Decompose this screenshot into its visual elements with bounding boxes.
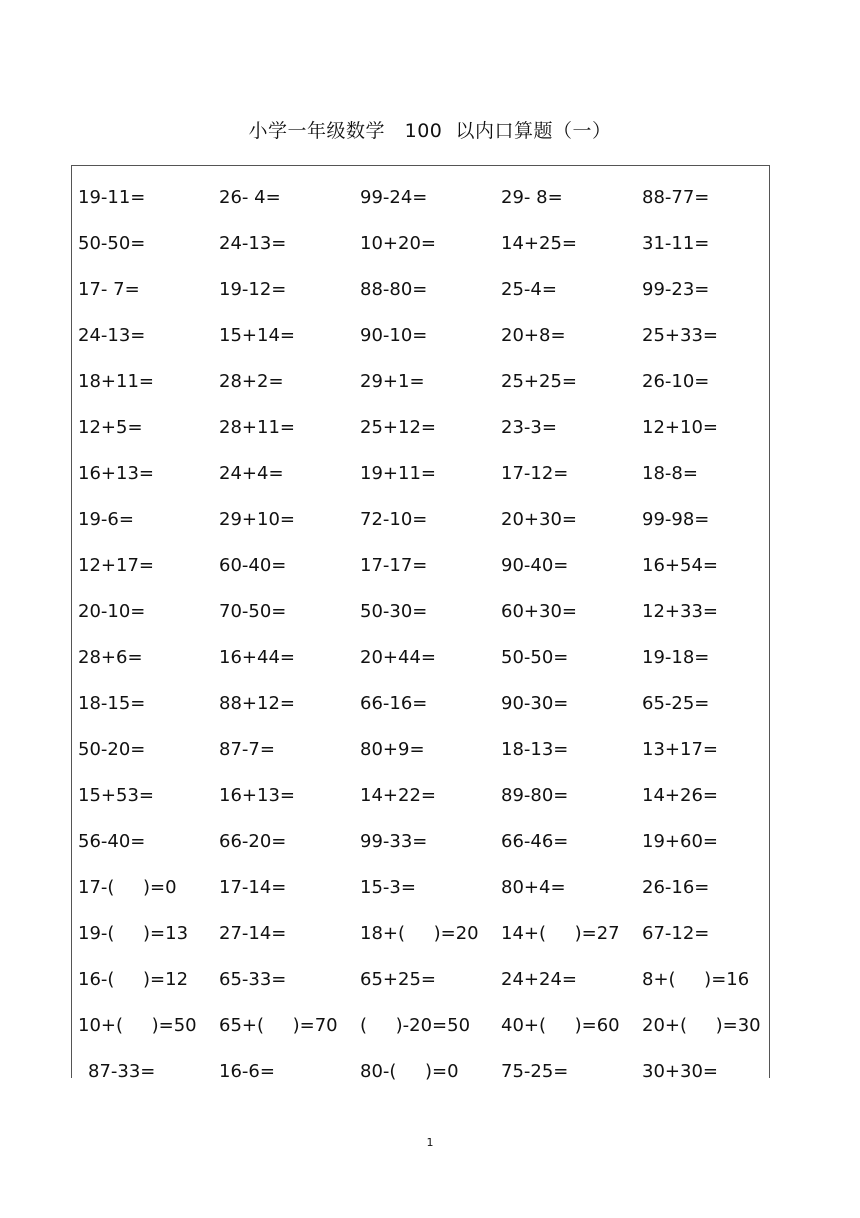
- problem-cell: 18-13=: [501, 738, 569, 760]
- problem-cell: 23-3=: [501, 416, 557, 438]
- problem-cell: 56-40=: [78, 830, 146, 852]
- problem-grid: [78, 174, 768, 1094]
- problem-cell: 19-12=: [219, 278, 287, 300]
- problem-cell: 17-17=: [360, 554, 428, 576]
- problem-cell: 12+33=: [642, 600, 718, 622]
- problem-cell: 29+1=: [360, 370, 425, 392]
- problem-cell: ( )-20=50: [360, 1014, 471, 1036]
- problem-row: [78, 680, 768, 726]
- problem-cell: 25-4=: [501, 278, 557, 300]
- problem-cell: 65-25=: [642, 692, 710, 714]
- problem-cell: 19-( )=13: [78, 922, 189, 944]
- problem-cell: 16+13=: [219, 784, 295, 806]
- problem-cell: 14+( )=27: [501, 922, 620, 944]
- problem-cell: 14+25=: [501, 232, 577, 254]
- problem-cell: 12+10=: [642, 416, 718, 438]
- problem-cell: 25+33=: [642, 324, 718, 346]
- problem-cell: 25+12=: [360, 416, 436, 438]
- problem-cell: 19-6=: [78, 508, 134, 530]
- problem-cell: 26-10=: [642, 370, 710, 392]
- problem-cell: 99-23=: [642, 278, 710, 300]
- problem-cell: 28+11=: [219, 416, 295, 438]
- problem-row: [78, 220, 768, 266]
- problem-cell: 40+( )=60: [501, 1014, 620, 1036]
- problem-row: [78, 450, 768, 496]
- problem-cell: 12+17=: [78, 554, 154, 576]
- problem-row: [78, 726, 768, 772]
- problem-cell: 60+30=: [501, 600, 577, 622]
- problem-cell: 20+( )=30: [642, 1014, 761, 1036]
- problem-cell: 88+12=: [219, 692, 295, 714]
- problem-cell: 89-80=: [501, 784, 569, 806]
- problem-cell: 10+20=: [360, 232, 436, 254]
- problem-row: [78, 634, 768, 680]
- problem-cell: 99-24=: [360, 186, 428, 208]
- problem-cell: 50-20=: [78, 738, 146, 760]
- problem-cell: 30+30=: [642, 1060, 718, 1082]
- problem-cell: 24-13=: [219, 232, 287, 254]
- problem-cell: 65-33=: [219, 968, 287, 990]
- problem-cell: 90-40=: [501, 554, 569, 576]
- problem-cell: 60-40=: [219, 554, 287, 576]
- problem-cell: 20+44=: [360, 646, 436, 668]
- problem-row: [78, 1048, 768, 1094]
- problem-row: [78, 864, 768, 910]
- problem-row: [78, 174, 768, 220]
- problem-cell: 28+6=: [78, 646, 143, 668]
- problem-cell: 88-77=: [642, 186, 710, 208]
- problem-cell: 17- 7=: [78, 278, 140, 300]
- problem-cell: 72-10=: [360, 508, 428, 530]
- problem-cell: 14+22=: [360, 784, 436, 806]
- problem-cell: 14+26=: [642, 784, 718, 806]
- problem-row: [78, 956, 768, 1002]
- problem-cell: 18-15=: [78, 692, 146, 714]
- problem-row: [78, 772, 768, 818]
- problem-cell: 66-16=: [360, 692, 428, 714]
- problem-row: [78, 542, 768, 588]
- problem-cell: 26- 4=: [219, 186, 281, 208]
- problem-cell: 88-80=: [360, 278, 428, 300]
- problem-cell: 27-14=: [219, 922, 287, 944]
- problem-cell: 19-11=: [78, 186, 146, 208]
- problem-cell: 18+( )=20: [360, 922, 479, 944]
- problem-row: [78, 266, 768, 312]
- problem-cell: 10+( )=50: [78, 1014, 197, 1036]
- problem-row: [78, 496, 768, 542]
- problem-cell: 65+( )=70: [219, 1014, 338, 1036]
- problem-cell: 17-( )=0: [78, 876, 177, 898]
- problem-row: [78, 818, 768, 864]
- problem-cell: 17-14=: [219, 876, 287, 898]
- problem-cell: 80+4=: [501, 876, 566, 898]
- problem-cell: 19+60=: [642, 830, 718, 852]
- problem-cell: 75-25=: [501, 1060, 569, 1082]
- problem-cell: 26-16=: [642, 876, 710, 898]
- problem-cell: 20+30=: [501, 508, 577, 530]
- problem-cell: 65+25=: [360, 968, 436, 990]
- problem-cell: 17-12=: [501, 462, 569, 484]
- problem-cell: 80-( )=0: [360, 1060, 459, 1082]
- problem-cell: 25+25=: [501, 370, 577, 392]
- problem-cell: 18+11=: [78, 370, 154, 392]
- problem-cell: 87-33=: [88, 1060, 156, 1082]
- problem-cell: 50-30=: [360, 600, 428, 622]
- problem-cell: 16+44=: [219, 646, 295, 668]
- problem-cell: 8+( )=16: [642, 968, 750, 990]
- problem-cell: 99-33=: [360, 830, 428, 852]
- problem-cell: 18-8=: [642, 462, 698, 484]
- problem-cell: 66-20=: [219, 830, 287, 852]
- problem-row: [78, 312, 768, 358]
- problem-cell: 24-13=: [78, 324, 146, 346]
- worksheet-box: [71, 165, 770, 1082]
- problem-cell: 16+54=: [642, 554, 718, 576]
- problem-cell: 66-46=: [501, 830, 569, 852]
- problem-cell: 31-11=: [642, 232, 710, 254]
- problem-cell: 20+8=: [501, 324, 566, 346]
- problem-cell: 67-12=: [642, 922, 710, 944]
- problem-cell: 20-10=: [78, 600, 146, 622]
- problem-cell: 15+53=: [78, 784, 154, 806]
- problem-cell: 15-3=: [360, 876, 416, 898]
- problem-cell: 13+17=: [642, 738, 718, 760]
- problem-cell: 50-50=: [78, 232, 146, 254]
- problem-cell: 99-98=: [642, 508, 710, 530]
- problem-cell: 28+2=: [219, 370, 284, 392]
- problem-row: [78, 404, 768, 450]
- problem-cell: 50-50=: [501, 646, 569, 668]
- problem-cell: 90-10=: [360, 324, 428, 346]
- problem-cell: 19+11=: [360, 462, 436, 484]
- problem-cell: 19-18=: [642, 646, 710, 668]
- problem-row: [78, 910, 768, 956]
- problem-row: [78, 588, 768, 634]
- problem-cell: 90-30=: [501, 692, 569, 714]
- problem-cell: 87-7=: [219, 738, 275, 760]
- problem-cell: 15+14=: [219, 324, 295, 346]
- problem-cell: 24+4=: [219, 462, 284, 484]
- problem-row: [78, 1002, 768, 1048]
- problem-cell: 70-50=: [219, 600, 287, 622]
- problem-cell: 29- 8=: [501, 186, 563, 208]
- problem-cell: 16-( )=12: [78, 968, 189, 990]
- problem-cell: 29+10=: [219, 508, 295, 530]
- problem-cell: 80+9=: [360, 738, 425, 760]
- problem-cell: 12+5=: [78, 416, 143, 438]
- problem-cell: 16+13=: [78, 462, 154, 484]
- page-title: 小学一年级数学 100 以内口算题（一）: [248, 120, 612, 142]
- page-number: 1: [426, 1136, 434, 1149]
- problem-cell: 16-6=: [219, 1060, 275, 1082]
- problem-row: [78, 358, 768, 404]
- problem-cell: 24+24=: [501, 968, 577, 990]
